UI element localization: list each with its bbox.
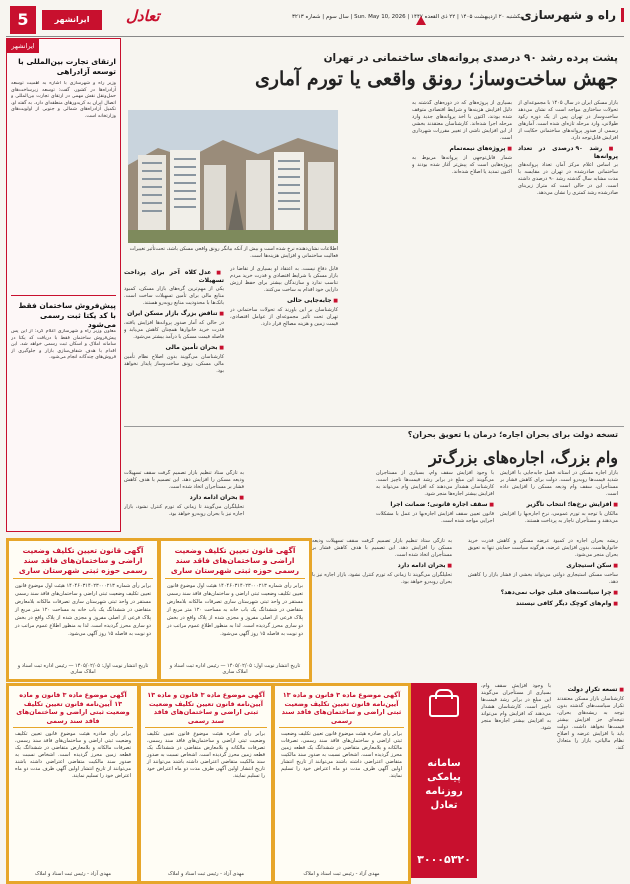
side-label: ایرانشهر (42, 10, 102, 30)
body-text: بازار مسکن ایران در سال ۱۴۰۵ با مجموعه‌ای از تحولات ساختاری مواجه است که نشان می‌دهد ساخت‌وساز در تهران پس از یک دوره رکود طولانی، وارد مرحله تازه‌ای شده است. آمارهای رسمی از صدور پروانه‌های ساختمانی حکایت از افزایش قابل‌توجه دارد. (518, 100, 618, 141)
section-title: راه و شهرسازی (521, 8, 624, 22)
second-kicker: تسخه دولت برای بحران اجاره؛ درمان یا تعویق بحران؟ (407, 430, 618, 439)
sidebar-headline-1: ارتقای تجارت بین‌المللی با توسعه آزادراهی (18, 57, 116, 76)
body-text: با وجود افزایش سقف وام، بسیاری از مستأجران می‌گویند این مبلغ در برابر رشد قیمت‌ها ناچیز است. کارشناسان هشدار می‌دهند که افزایش وام می‌تواند به افزایش بیشتر اجاره‌ها منجر شود. (481, 683, 551, 731)
body-text: یکی از مهم‌ترین گره‌های بازار مسکن، کمبود منابع مالی برای تأمین تسهیلات ساخت است. بانک‌ها با محدودیت منابع روبه‌رو هستند. (124, 286, 224, 306)
sidebar-headline-2: پیش‌فروش ساختمان فقط با کد یکتا ثبت رسمی می‌شود (18, 301, 116, 329)
ad-signature: مهدی آزاد - رئیس ثبت اسناد و املاک (167, 871, 245, 877)
page-number: 5 (10, 6, 36, 34)
promo-title: سامانه پیامکی روزنامه تعادل (425, 758, 463, 811)
subheading: ■ چرا سیاست‌های قبلی جواب نمی‌دهد؟ (468, 589, 618, 597)
ad-signature: تاریخ انتشار نوبت اول: ۱۴۰۵/۰۲/۰۵ — رئیس اداره ثبت اسناد و املاک ساری (169, 663, 301, 675)
legal-ad-1 (6, 538, 160, 682)
subheading: ■ وام‌های کوچک دیگر کافی نیستند (468, 600, 618, 608)
legal-ad-4 (138, 683, 274, 884)
subheading: ■ سقف اجاره قانونی؛ ضمانت اجرا (376, 501, 494, 509)
main-column-4 (124, 266, 224, 426)
body-text: قانون تعیین سقف افزایش اجاره‌بها در عمل با مشکلات اجرایی مواجه شده است. (376, 511, 494, 524)
subheading: ■ سکن استیجاری (468, 562, 618, 570)
second-column-2 (376, 470, 494, 530)
main-kicker: پشت پرده رشد ۹۰ درصدی پروانه‌های ساختمانی در تهران (323, 52, 618, 64)
triangle-icon (416, 16, 426, 25)
subheading: ■ عدل کلاه آخر برای پرداخت تسهیلات (124, 269, 224, 284)
subheading: ■ بحران ادامه دارد (312, 562, 452, 570)
sidebar-news (6, 38, 121, 532)
photo-caption: اطلاعات نشان‌دهنده نرخ شده است و بیش از آنکه بیانگر رونق واقعی مسکن باشد، تحت‌تأثیر تغییرات فعالیت ساختمانی و افزایش هزینه‌ها است. (129, 246, 338, 259)
main-column-2 (412, 100, 512, 420)
subheading: ■ بحران ادامه دارد (124, 494, 244, 502)
ad-body: برابر رأی شماره ۱۴۰۴۶۰۳۱۴۰۲۳۰۰۰۲۱۳ هیئت اول موضوع قانون تعیین تکلیف وضعیت ثبتی اراضی و ساختمان‌های فاقد سند رسمی مستقر در واحد ثبتی شهرستان ساری تصرفات مالکانه بلامعارض متقاضی در ششدانگ یک باب خانه به مساحت ۱۲۰ متر مربع از پلاک فرعی از اصلی مفروز و مجزی شده از پلاک واقع در بخش دو ساری محرز گردیده است. لذا به منظور اطلاع عموم مراتب در دو نوبت به فاصله ۱۵ روز آگهی می‌شود. (15, 583, 151, 637)
subheading: ■ جابه‌جایی حالی (230, 297, 338, 305)
legal-ad-3 (6, 683, 140, 884)
sidebar-text-1: وزیر راه و شهرسازی با اشاره به اهمیت توسعه آزادراه‌ها در کشور، گفت: توسعه زیرساخت‌های حمل‌ونقل نقش مهمی در ارتقای تجارت بین‌المللی و اتصال ایران به کریدورهای منطقه‌ای دارد. به گفته او، تکمیل آزادراه‌های شمالی و جنوبی از اولویت‌های وزارتخانه است. (11, 81, 116, 119)
body-text: کارشناسان بازار مسکن معتقدند تکرار سیاست‌های گذشته بدون توجه به ریشه‌های بحران، نتیجه‌ای جز افزایش بیشتر قیمت‌ها نخواهد داشت. دولت باید با افزایش عرضه و اصلاح نظام مالیاتی، بازار را متعادل کند. (557, 696, 624, 751)
subheading: ■ بحران تأمین مالی (124, 344, 224, 352)
main-headline: جهش ساخت‌وساز؛ رونق واقعی یا تورم آماری (254, 68, 618, 90)
body-text: کارشناسان بر این باورند که تحولات ساختمانی در تهران تحت تأثیر مجموعه‌ای از عوامل اقتصادی، قیمت زمین و هزینه مصالح قرار دارد. (230, 307, 338, 327)
body-text: تحلیلگران می‌گویند تا زمانی که تورم کنترل نشود، بازار اجاره نیز با بحران روبه‌رو خواهد بود. (312, 572, 452, 585)
ad-body: برابر رأی صادره هیئت موضوع قانون تعیین تکلیف وضعیت ثبتی اراضی و ساختمان‌های فاقد سند رسمی، تصرفات مالکانه و بلامعارض متقاضی در ششدانگ یک قطعه زمین محرز گردیده است. اشخاص نسبت به صدور سند مالکیت متقاضی اعتراضی داشته باشند می‌توانند از تاریخ انتشار اولین آگهی ظرف مدت دو ماه اعتراض خود را تسلیم نمایند. (281, 731, 402, 779)
body-text: بازار اجاره مسکن در آستانه فصل جابه‌جایی با افزایش شدید قیمت‌ها روبه‌رو است. دولت برای کاهش فشار بر مستأجران، سقف وام ودیعه مسکن را افزایش داده است. (500, 470, 618, 497)
subheading: ■ رشد ۹۰ درصدی در تعداد پروانه‌ها (518, 145, 618, 160)
ad-body: برابر رأی شماره ۱۴۰۴۶۰۳۱۴۰۲۳۰۰۰۲۱۳ هیئت اول موضوع قانون تعیین تکلیف وضعیت ثبتی اراضی و ساختمان‌های فاقد سند رسمی مستقر در واحد ثبتی شهرستان ساری تصرفات مالکانه بلامعارض متقاضی در ششدانگ یک باب خانه به مساحت ۱۲۰ متر مربع از پلاک فرعی از اصلی مفروز و مجزی شده از پلاک واقع در بخش دو ساری محرز گردیده است. لذا به منظور اطلاع عموم مراتب در دو نوبت به فاصله ۱۵ روز آگهی می‌شود. (167, 583, 303, 637)
promo-phone: ۳۰۰۰۵۳۲۰ (417, 853, 471, 866)
body-text: بر اساس اعلام مرکز آمار، تعداد پروانه‌های ساختمانی صادرشده در تهران در مقایسه با مدت مشابه سال گذشته رشد ۹۰ درصدی داشته است. این در حالی است که متراژ زیربنای صادرشده رشد کمتری را نشان می‌دهد. (518, 162, 618, 196)
ad-title: آگهی موضوع ماده ۳ قانون و ماده ۱۳ آیین‌نامه قانون تعیین تکلیف وضعیت ثبتی اراضی و ساختمان‌های فاقد سند رسمی (279, 689, 404, 728)
main-column-1 (518, 100, 618, 420)
subheading: ■ افزایش نرخ‌ها؛ انتخاب ناگزیر (500, 501, 618, 509)
legal-ad-5 (272, 683, 411, 884)
second-column-3 (124, 470, 244, 530)
body-text: تحلیلگران می‌گویند تا زمانی که تورم کنترل نشود، بازار اجاره نیز با بحران روبه‌رو خواهد بود. (124, 504, 244, 517)
subheading: ■ تناقض بزرگ بازار مسکن ایران (124, 310, 224, 318)
newspaper-logo: تعادل (126, 7, 160, 25)
legal-ad-2 (158, 538, 312, 682)
sidebar-divider (11, 295, 116, 296)
sms-promo-box (411, 683, 477, 878)
page-header (6, 6, 624, 37)
ad-title: آگهی قانون تعیین تکلیف وضعیت اراضی و ساختمان‌های فاقد سند رسمی حوزه ثبتی شهرستان ساری (165, 544, 305, 579)
second-column-5 (312, 538, 452, 678)
body-text: شمار قابل‌توجهی از پروانه‌ها مربوط به پروژه‌هایی است که پیش‌تر آغاز شده بودند و اکنون تمدید یا اصلاح شده‌اند. (412, 155, 512, 175)
ad-title: آگهی موضوع ماده ۳ قانون و ماده ۱۳ آیین‌نامه قانون تعیین تکلیف وضعیت ثبتی اراضی و ساختمان‌های فاقد سند رسمی (13, 689, 133, 728)
second-column-1 (500, 470, 618, 530)
ad-body: برابر رأی صادره هیئت موضوع قانون تعیین تکلیف وضعیت ثبتی اراضی و ساختمان‌های فاقد سند رسمی، تصرفات مالکانه و بلامعارض متقاضی در ششدانگ یک قطعه زمین محرز گردیده است. اشخاص نسبت به صدور سند مالکیت متقاضی اعتراضی داشته باشند می‌توانند از تاریخ انتشار اولین آگهی ظرف مدت دو ماه اعتراض خود را تسلیم نمایند. (15, 731, 131, 779)
subheading: ■ پروژه‌های نیمه‌تمام (412, 145, 512, 153)
sidebar-text-2: معاون وزیر راه و شهرسازی اعلام کرد: از این پس پیش‌فروش ساختمان فقط با دریافت کد یکتا در سامانه املاک و اسکان ثبت رسمی خواهد شد. این اقدام با هدف شفاف‌سازی بازار و جلوگیری از فروش‌های چندگانه انجام می‌شود. (11, 329, 116, 361)
construction-photo (128, 110, 338, 243)
footer-column-2 (481, 683, 551, 878)
second-headline: وام بزرگ، اجاره‌های بزرگ‌تر (428, 448, 618, 467)
divider (124, 426, 624, 427)
body-text: مالکان با توجه به تورم عمومی، نرخ اجاره‌بها را افزایش می‌دهند و مستأجران ناچار به پرداخت هستند. (500, 511, 618, 524)
footer-column (557, 683, 624, 878)
body-text: با وجود افزایش سقف وام، بسیاری از مستأجران می‌گویند این مبلغ در برابر رشد قیمت‌ها ناچیز است. کارشناسان هشدار می‌دهند که افزایش وام می‌تواند به افزایش بیشتر اجاره‌ها منجر شود. (376, 470, 494, 497)
ad-title: آگهی موضوع ماده ۳ قانون و ماده ۱۳ آیین‌نامه قانون تعیین تکلیف وضعیت ثبتی اراضی و ساختمان‌های فاقد سند رسمی (145, 689, 267, 728)
envelope-icon (429, 695, 459, 717)
ad-signature: تاریخ انتشار نوبت اول: ۱۴۰۵/۰۲/۰۵ — رئیس اداره ثبت اسناد و املاک ساری (17, 663, 149, 675)
ad-signature: مهدی آزاد - رئیس ثبت اسناد و املاک (34, 871, 112, 877)
sidebar-tag: ایرانشهر (7, 39, 39, 53)
body-text: ساخت مسکن استیجاری دولتی می‌تواند بخشی از فشار بازار را کاهش دهد. (468, 572, 618, 585)
body-text: به تازگی ستاد تنظیم بازار تصمیم گرفت سقف تسهیلات ودیعه مسکن را افزایش دهد. این تصمیم با هدف کاهش فشار بر مستأجران اتخاذ شده است. (312, 538, 452, 558)
subheading: ■ تسعه تکرارِ دولت (557, 686, 624, 694)
body-text: قابل دفاع نیست. به اعتقاد او بسیاری از تقاضا در بازار مسکن با شرایط اقتصادی و قدرت خرید مردم تناسب ندارد و سازندگان بیشتر برای حفظ ارزش دارایی خود اقدام به ساخت می‌کنند. (230, 266, 338, 293)
ad-title: آگهی قانون تعیین تکلیف وضعیت اراضی و ساختمان‌های فاقد سند رسمی حوزه ثبتی شهرستان ساری (13, 544, 153, 579)
body-text: بسیاری از پروژه‌های که در دوره‌های گذشته به دلیل افزایش هزینه‌ها و شرایط اقتصادی متوقف شده بودند، اکنون با اخذ پروانه‌های جدید وارد مرحله اجرا شده‌اند. کارشناسان معتقدند بخشی از این افزایش ناشی از تغییر مقررات شهرداری است. (412, 100, 512, 141)
body-text: در حالی که آمار صدور پروانه‌ها افزایش یافته، قدرت خرید خانوارها همچنان کاهش می‌یابد و فاصله قیمت مسکن با درآمد بیشتر می‌شود. (124, 320, 224, 340)
body-text: به تازگی ستاد تنظیم بازار تصمیم گرفت سقف تسهیلات ودیعه مسکن را افزایش دهد. این تصمیم با هدف کاهش فشار بر مستأجران اتخاذ شده است. (124, 470, 244, 490)
main-column-3 (230, 266, 338, 426)
second-column-4 (468, 538, 618, 678)
ad-signature: مهدی آزاد - رئیس ثبت اسناد و املاک (303, 871, 380, 877)
body-text: کارشناسان می‌گویند بدون اصلاح نظام تأمین مالی مسکن، رونق ساخت‌وساز پایدار نخواهد بود. (124, 354, 224, 374)
ad-body: برابر رأی صادره هیئت موضوع قانون تعیین تکلیف وضعیت ثبتی اراضی و ساختمان‌های فاقد سند رسمی، تصرفات مالکانه و بلامعارض متقاضی در ششدانگ یک قطعه زمین محرز گردیده است. اشخاص نسبت به صدور سند مالکیت متقاضی اعتراضی داشته باشند می‌توانند از تاریخ انتشار اولین آگهی ظرف مدت دو ماه اعتراض خود را تسلیم نمایند. (147, 731, 265, 779)
body-text: ریشه بحران اجاره در کمبود عرضه مسکن و کاهش قدرت خرید خانوارهاست. بدون افزایش عرضه، هرگونه سیاست حمایتی تنها به تعویق بحران منجر می‌شود. (468, 538, 618, 558)
date-line: یکشنبه ۲۰ اردیبهشت ۱۴۰۵ | ۲۲ ذی القعده ۱۴۴۷ | Sun. May 10, 2026 | سال سوم | شماره ۳۲۱۳ (291, 14, 522, 20)
